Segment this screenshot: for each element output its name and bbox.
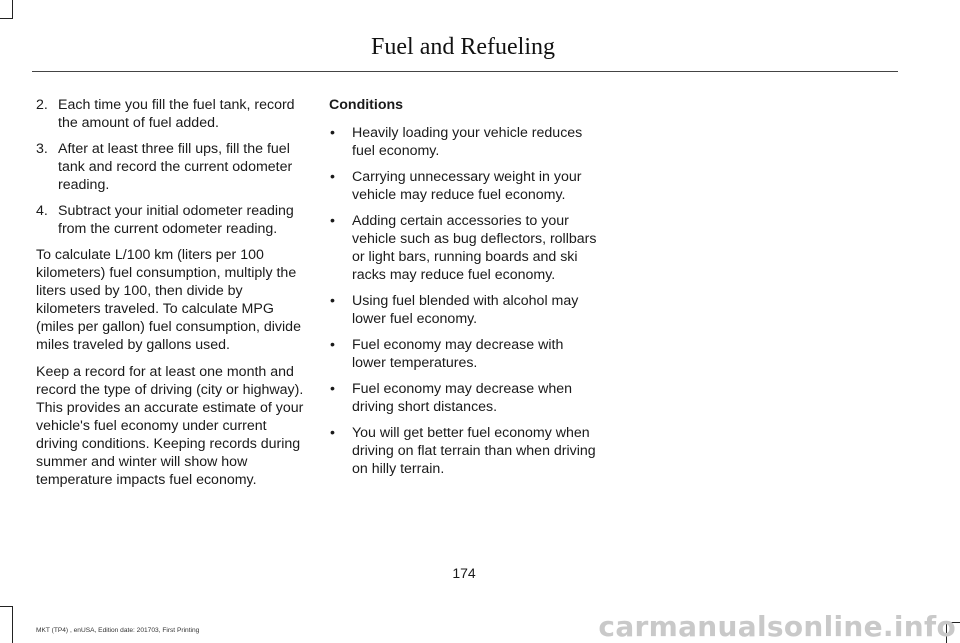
step-number: 2. xyxy=(36,97,48,113)
list-item-text: Using fuel blended with alcohol may lower fuel economy. xyxy=(352,293,579,327)
paragraph-record-keeping: Keep a record for at least one month and record the type of driving (city or highway). This provides an accurate estimate of your vehicle's fuel economy under current driving conditions. Keeping records during summer and winter will show how temperature impacts fuel economy. xyxy=(36,364,304,488)
edition-info: MKT (TP4) , enUSA, Edition date: 201703, First Printing xyxy=(36,627,200,634)
paragraph-fuel-calculation: To calculate L/100 km (liters per 100 kilometers) fuel consumption, multiply the liters used by 100, then divide by kilometers traveled. To calculate MPG (miles per gallon) fuel consumption, divide miles traveled by gallons used. xyxy=(36,247,301,353)
list-item xyxy=(329,124,601,160)
bullet-icon: • xyxy=(330,337,335,353)
bullet-icon: • xyxy=(330,293,335,309)
step-item xyxy=(36,96,308,132)
list-item xyxy=(329,212,601,284)
section-heading-conditions: Conditions xyxy=(329,97,404,113)
bullet-icon: • xyxy=(330,381,335,397)
watermark-text[interactable]: carmanualsonline.info xyxy=(598,610,956,643)
step-number: 3. xyxy=(36,141,48,157)
step-item xyxy=(36,140,308,194)
bullet-icon: • xyxy=(330,125,335,141)
bullet-icon: • xyxy=(330,213,335,229)
crop-mark-top-left-vertical xyxy=(12,0,13,18)
list-item-text: You will get better fuel economy when driving on flat terrain than when driving on hilly terrain. xyxy=(352,425,596,477)
bullet-icon: • xyxy=(330,425,335,441)
list-item xyxy=(329,336,601,372)
numbered-steps xyxy=(36,96,308,238)
right-column xyxy=(329,96,601,486)
step-text: Each time you fill the fuel tank, record the amount of fuel added. xyxy=(58,97,295,131)
list-item xyxy=(329,168,601,204)
list-item-text: Fuel economy may decrease when driving short distances. xyxy=(352,381,573,415)
left-column xyxy=(36,96,308,498)
list-item-text: Heavily loading your vehicle reduces fuel economy. xyxy=(352,125,583,159)
list-item xyxy=(329,424,601,478)
page-number: 174 xyxy=(452,565,476,581)
crop-mark-bottom-left-horizontal xyxy=(0,606,13,607)
header-divider xyxy=(32,71,898,72)
conditions-list xyxy=(329,124,601,478)
crop-mark-top-left-horizontal xyxy=(0,18,13,19)
step-text: After at least three fill ups, fill the fuel tank and record the current odometer reading. xyxy=(58,141,293,193)
page-title: Fuel and Refueling xyxy=(371,34,555,60)
list-item-text: Fuel economy may decrease with lower temperatures. xyxy=(352,337,564,371)
list-item xyxy=(329,292,601,328)
step-number: 4. xyxy=(36,203,48,219)
bullet-icon: • xyxy=(330,169,335,185)
list-item xyxy=(329,380,601,416)
step-item xyxy=(36,202,308,238)
list-item-text: Carrying unnecessary weight in your vehicle may reduce fuel economy. xyxy=(352,169,582,203)
list-item-text: Adding certain accessories to your vehicle such as bug deflectors, rollbars or light bars, running boards and ski racks may reduce fuel economy. xyxy=(352,213,597,283)
crop-mark-bottom-left-vertical xyxy=(12,606,13,643)
step-text: Subtract your initial odometer reading from the current odometer reading. xyxy=(58,203,294,237)
